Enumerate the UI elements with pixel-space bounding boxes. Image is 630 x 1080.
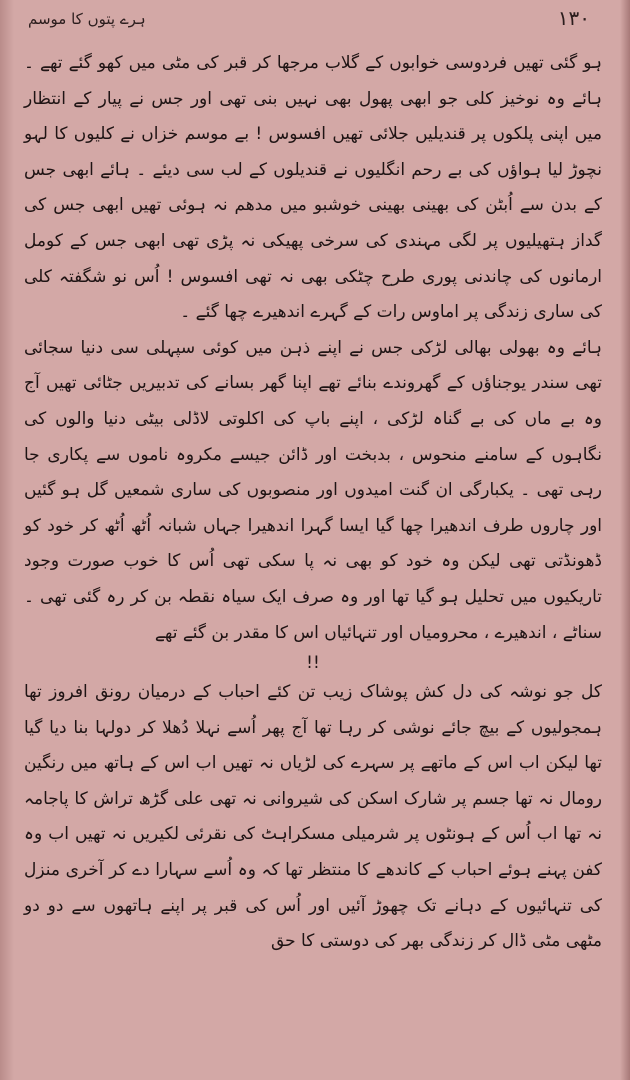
page-shadow-right [620, 0, 630, 1080]
page-body [24, 46, 602, 960]
paragraph-3: کل جو نوشہ کی دل کش پوشاک زیب تن کئے احباب کے درمیان رونق افروز تھا ہمجولیوں کے بیچ جائے نوشی کر رہا تھا آج پھر اُسے نہلا دُھلا کر دولہا بنا دیا گیا تھا لیکن اب اس کے ماتھے پر سہرے کی لڑیاں نہ تھیں اب اس کے ہاتھ میں رنگین رومال نہ تھا جسم پر شارک اسکن کی شیروانی نہ تھی علی گڑھ تراش کا پاجامہ نہ تھا اب اُس کے ہونٹوں پر شرمیلی مسکراہٹ کی نقرئی لکیریں نہ تھیں اب وہ کفن پہنے ہوئے احباب کے کاندھے کا منتظر تھا کہ وہ اُسے سہارا دے کر آخری منزل کی تنہائیوں کے دہانے تک چھوڑ آئیں اور اُس کی قبر پر اپنے ہاتھوں سے دو دو مٹھی مٹی ڈال کر زندگی بھر کی دوستی کا حق [24, 682, 602, 952]
paragraph-2: ہائے وہ بھولی بھالی لڑکی جس نے اپنے ذہن میں کوئی سپہلی سی دنیا سجائی تھی سندر یوجناؤں کے گھروندے بنائے تھے اپنا گھر بسانے کی تدبیریں جٹائی تھیں آج وہ بے ماں کی بے گناہ لڑکی ، اپنے باپ کی اکلوتی لاڈلی بیٹی دنیا والوں کی نگاہوں کے سامنے منحوس ، بدبخت اور ڈائن جیسے مکروہ ناموں سے پکاری جا رہی تھی ۔ یکبارگی ان گنت امیدوں اور منصوبوں کی ساری شمعیں گل ہو گئیں اور چاروں طرف اندھیرا چھا گیا ایسا گہرا اندھیرا جہاں شبانہ اُٹھ اُٹھ کر خود کو ڈھونڈتی تھی لیکن وہ خود کو بھی نہ پا سکی تھی اُس کا خوب صورت وجود تاریکیوں میں تحلیل ہو گیا تھا اور وہ صرف ایک سیاہ نقطہ بن کر رہ گئی تھی ۔ سناٹے ، اندھیرے ، محرومیاں اور تنہائیاں اس کا مقدر بن گئے تھے [24, 337, 602, 643]
page-shadow-left [0, 0, 14, 1080]
section-separator: !! [306, 653, 320, 674]
paragraph-1: ہو گئی تھیں فردوسی خوابوں کے گلاب مرجھا کر قبر کی مٹی میں کھو گئے تھے ۔ ہائے وہ نوخیز کلی جو ابھی پھول بھی نہیں بنی تھی اور جس نے پیار کے انتظار میں اپنی پلکوں پر قندیلیں جلائی تھیں افسوس ! بے موسم خزاں نے کلیوں کا لہو نچوڑ لیا ہواؤں کی بے رحم انگلیوں نے قندیلوں کے لب سی دیئے ۔ ہائے ابھی جس کے بدن سے اُبٹن کی بھینی بھینی خوشبو میں مدھم نہ ہوئی تھیں ابھی جس کی گداز ہتھیلیوں پر لگی مہندی کی سرخی پھیکی نہ پڑی تھی ابھی جس کے کومل ارمانوں کی چاندنی پوری طرح چٹکی بھی نہ تھی افسوس ! اُس نو شگفتہ کلی کی ساری زندگی پر اماوس رات کے گہرے اندھیرے چھا گئے ۔ [24, 53, 602, 323]
page-number: ۱۳۰ [557, 6, 590, 30]
page-header [28, 6, 590, 36]
running-title: ہرے پتوں کا موسم [28, 10, 146, 28]
